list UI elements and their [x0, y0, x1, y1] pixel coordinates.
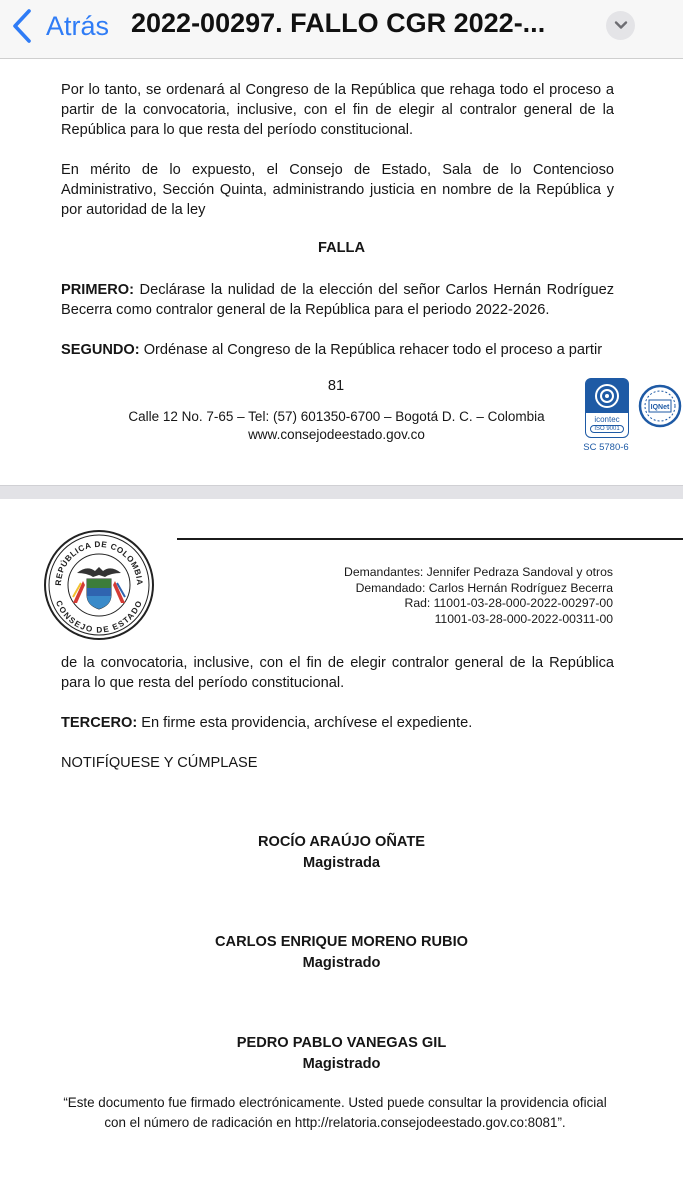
footer-address: Calle 12 No. 7-65 – Tel: (57) 601350-6700 – Bogotá D. C. – Colombia — [128, 409, 545, 424]
chevron-down-icon — [614, 17, 628, 35]
signature-name: CARLOS ENRIQUE MORENO RUBIO — [215, 934, 468, 950]
signature-name: PEDRO PABLO VANEGAS GIL — [236, 1035, 447, 1051]
case-info — [344, 565, 613, 627]
document-title: 2022-00297. FALLO CGR 2022-... — [131, 8, 546, 38]
electronic-signature-note: “Este documento fue firmado electrónicamente. Usted puede consultar la providencia oficial con el número de radicación en http://relatoria.consejodeestado.gov.co:8081”. — [63, 1095, 607, 1130]
iso-label: ISO 9001 — [590, 425, 624, 433]
footer-website: www.consejodeestado.gov.co — [248, 427, 425, 442]
falla-heading: FALLA — [317, 240, 366, 256]
paragraph-segundo — [61, 340, 614, 360]
svg-text:CONSEJO DE ESTADO: CONSEJO DE ESTADO — [53, 599, 145, 635]
segundo-label: SEGUNDO: — [61, 342, 140, 358]
header-rule — [177, 538, 683, 540]
consejo-de-estado-seal-icon — [43, 529, 155, 641]
signature-role: Magistrado — [302, 1056, 381, 1072]
navigation-bar — [0, 0, 683, 59]
document-page-82 — [0, 499, 683, 1200]
paragraph-order: Por lo tanto, se ordenará al Congreso de la República que rehaga todo el proceso a partir de la convocatoria, inclusive, con el fin de elegir al contralor general de la República para lo que resta del período constitucional. — [61, 82, 614, 138]
paragraph-primero — [61, 280, 614, 320]
signature-name: ROCÍO ARAÚJO OÑATE — [257, 834, 426, 850]
demandado: Demandado: Carlos Hernán Rodríguez Becerra — [355, 580, 613, 595]
demandantes: Demandantes: Jennifer Pedraza Sandoval y otros — [344, 565, 613, 579]
tercero-text: En firme esta providencia, archívese el expediente. — [137, 715, 473, 731]
signature-role: Magistrada — [302, 855, 381, 871]
chevron-left-icon — [12, 9, 32, 43]
signature-role: Magistrado — [302, 955, 381, 971]
notifiquese: NOTIFÍQUESE Y CÚMPLASE — [61, 755, 258, 771]
radicado-2: 11001-03-28-000-2022-00311-00 — [434, 611, 613, 626]
paragraph-continuation: de la convocatoria, inclusive, con el fin de elegir contralor general de la República para lo que resta del período constitucional. — [61, 655, 614, 691]
paragraph-tercero — [61, 713, 614, 733]
primero-label: PRIMERO: — [61, 282, 134, 298]
segundo-text: Ordénase al Congreso de la República rehacer todo el proceso a partir — [139, 342, 603, 358]
primero-text: Declárase la nulidad de la elección del señor Carlos Hernán Rodríguez Becerra como contralor general de la República para el periodo 2022-2026. — [61, 282, 614, 318]
icontec-label: icontec — [594, 415, 620, 424]
back-button[interactable] — [12, 6, 109, 46]
svg-text:REPÚBLICA DE COLOMBIA: REPÚBLICA DE COLOMBIA — [53, 539, 145, 586]
icontec-seal — [585, 378, 629, 438]
icontec-logo-icon — [586, 379, 628, 413]
tercero-label: TERCERO: — [61, 715, 138, 731]
page-separator — [0, 485, 683, 500]
paragraph-merit: En mérito de lo expuesto, el Consejo de Estado, Sala de lo Contencioso Administrativo, Sección Quinta, administrando justicia en nombre de la República y por autoridad de la ley — [61, 162, 614, 218]
back-label: Atrás — [46, 10, 110, 41]
iqnet-seal-icon — [638, 384, 682, 428]
svg-text:IQNet: IQNet — [650, 404, 670, 411]
document-page-81 — [0, 59, 683, 485]
title-menu-button[interactable] — [606, 11, 635, 40]
certificate-code: SC 5780-6 — [583, 442, 629, 453]
radicado-1: Rad: 11001-03-28-000-2022-00297-00 — [404, 596, 613, 610]
page-number: 81 — [327, 378, 345, 394]
